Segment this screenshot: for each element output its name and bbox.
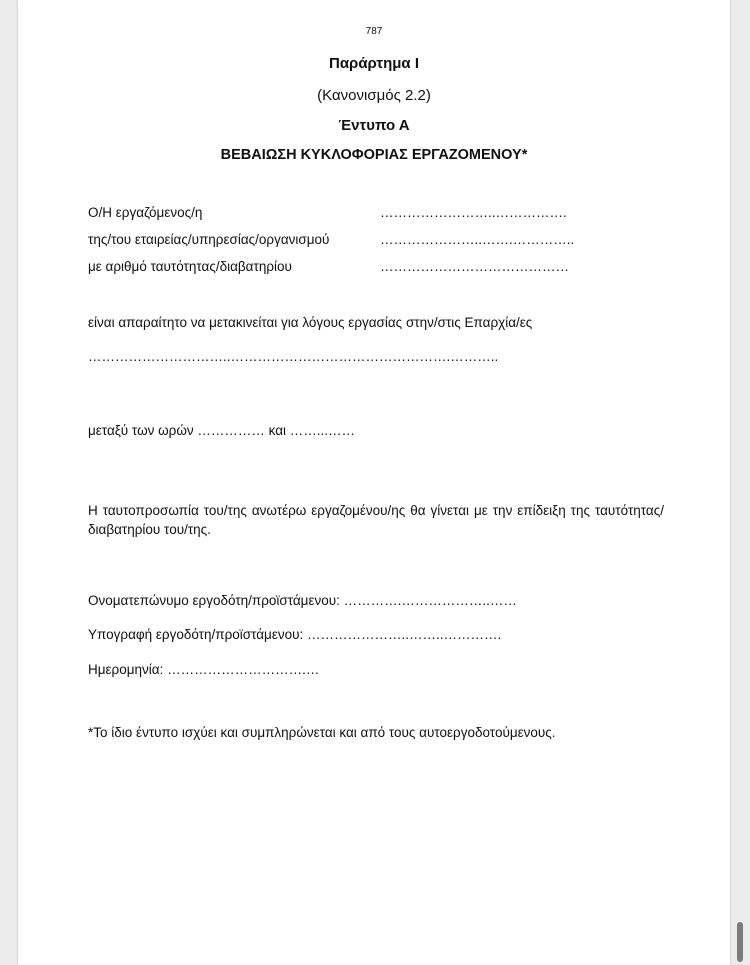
movement-text: είναι απαραίτητο να μετακινείται για λόγους εργασίας στην/στις Επαρχία/ες [88,315,533,330]
document-page [18,0,730,965]
employer-signature-line: Υπογραφή εργοδότη/προϊστάμενου: …………………..……..…………. [88,627,502,642]
id-number-label: με αριθμό ταυτότητας/διαβατηρίου [88,259,292,274]
certificate-title: ΒΕΒΑΙΩΣΗ ΚΥΚΛΟΦΟΡΙΑΣ ΕΡΓΑΖΟΜΕΝΟΥ* [220,147,528,163]
company-dots: …………………..…….………….. [380,232,575,247]
employee-label: Ο/Η εργαζόμενος/η [88,205,203,220]
identity-paragraph: Η ταυτοπροσωπία του/της ανωτέρω εργαζομένου/ης θα γίνεται με την επίδειξη της ταυτότητας/διαβατηρίου του/της. [88,503,664,537]
employee-dots: ……………………..……………. [380,205,567,220]
page-number: 787 [365,26,383,37]
id-number-dots: …………………………………… [380,259,569,274]
employer-name-line: Ονοματεπώνυμο εργοδότη/προϊστάμενου: ………….………………..…… [88,593,517,608]
company-label: της/του εταιρείας/υπηρεσίας/οργανισμού [88,232,330,247]
hours-line: μεταξύ των ωρών …………… και ……...…… [88,423,356,438]
footnote: *Το ίδιο έντυπο ισχύει και συμπληρώνεται και από τους αυτοεργοδοτούμενους. [88,725,556,740]
annex-title: Παράρτημα Ι [328,55,419,72]
scrollbar-thumb[interactable] [737,922,743,962]
date-line: Ημερομηνία: ………………………….… [88,662,320,677]
form-title: Έντυπο Α [338,117,410,134]
movement-dots: …………………………..………………………………………….……….. [88,349,499,364]
regulation-reference: (Κανονισμός 2.2) [317,87,431,104]
